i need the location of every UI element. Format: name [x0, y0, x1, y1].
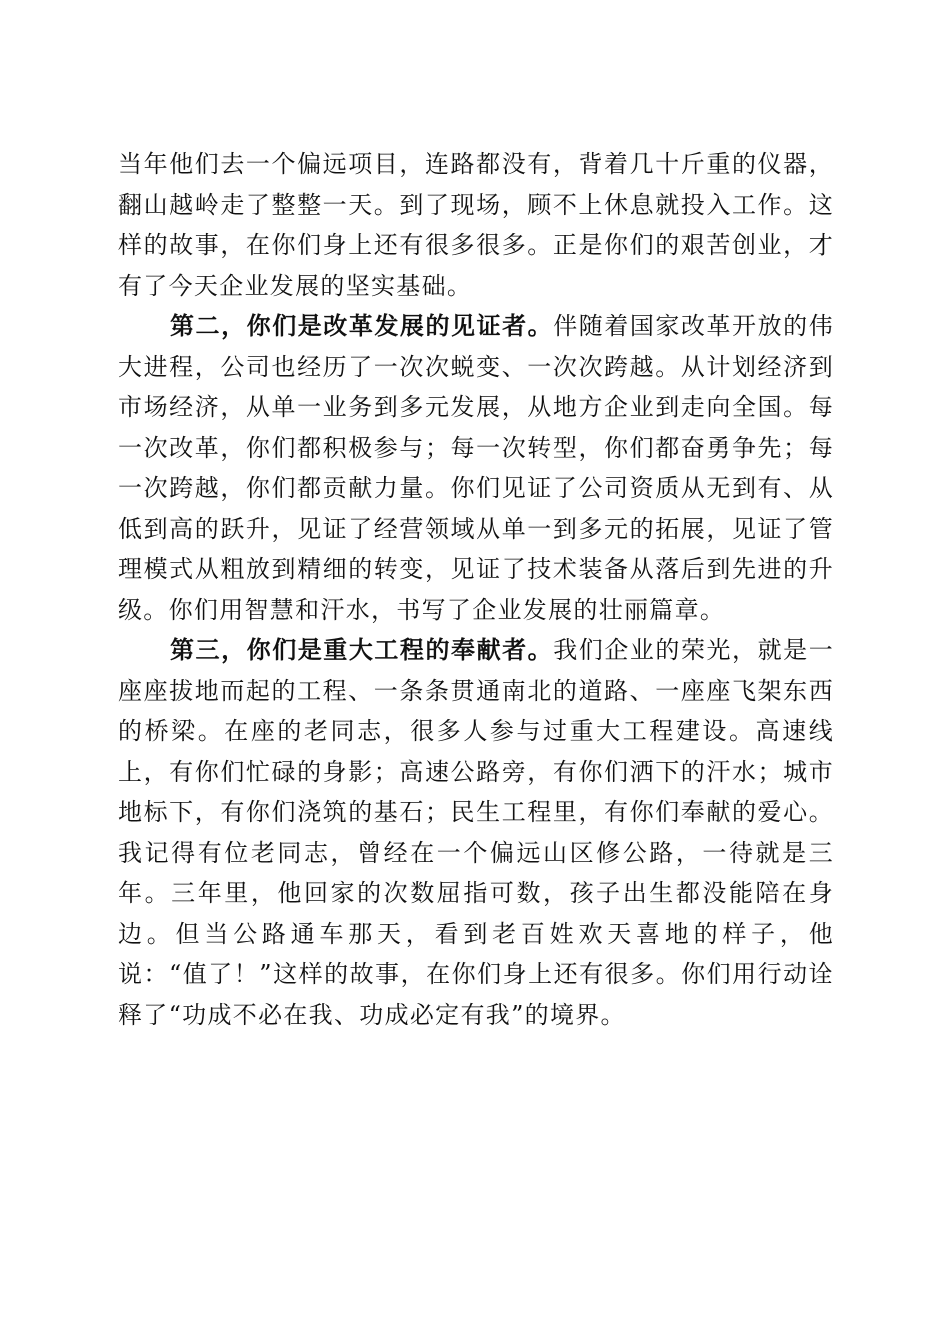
paragraph-heading: 第三，你们是重大工程的奉献者。 [170, 635, 554, 664]
paragraph-text: 当年他们去一个偏远项目，连路都没有，背着几十斤重的仪器，翻山越岭走了整整一天。到了现场，顾不上休息就投入工作。这样的故事，在你们身上还有很多很多。正是你们的艰苦创业，才有了今天企业发展的坚实基础。 [118, 150, 834, 300]
paragraph-heading: 第二，你们是改革发展的见证者。 [170, 311, 554, 340]
document-page [118, 144, 834, 1035]
paragraph-continuation [118, 144, 834, 306]
paragraph-text: 伴随着国家改革开放的伟大进程，公司也经历了一次次蜕变、一次次跨越。从计划经济到市场经济，从单一业务到多元发展，从地方企业到走向全国。每一次改革，你们都积极参与；每一次转型，你们都奋勇争先；每一次跨越，你们都贡献力量。你们见证了公司资质从无到有、从低到高的跃升，见证了经营领域从单一到多元的拓展，见证了管理模式从粗放到精细的转变，见证了技术装备从落后到先进的升级。你们用智慧和汗水，书写了企业发展的壮丽篇章。 [118, 312, 834, 624]
paragraph-reform-witness [118, 306, 834, 630]
paragraph-text: 我们企业的荣光，就是一座座拔地而起的工程、一条条贯通南北的道路、一座座飞架东西的桥梁。在座的老同志，很多人参与过重大工程建设。高速线上，有你们忙碌的身影；高速公路旁，有你们洒下的汗水；城市地标下，有你们浇筑的基石；民生工程里，有你们奉献的爱心。我记得有位老同志，曾经在一个偏远山区修公路，一待就是三年。三年里，他回家的次数屈指可数，孩子出生都没能陪在身边。但当公路通车那天，看到老百姓欢天喜地的样子，他说：“值了！”这样的故事，在你们身上还有很多。你们用行动诠释了“功成不必在我、功成必定有我”的境界。 [118, 636, 834, 1029]
paragraph-major-projects [118, 630, 834, 1035]
